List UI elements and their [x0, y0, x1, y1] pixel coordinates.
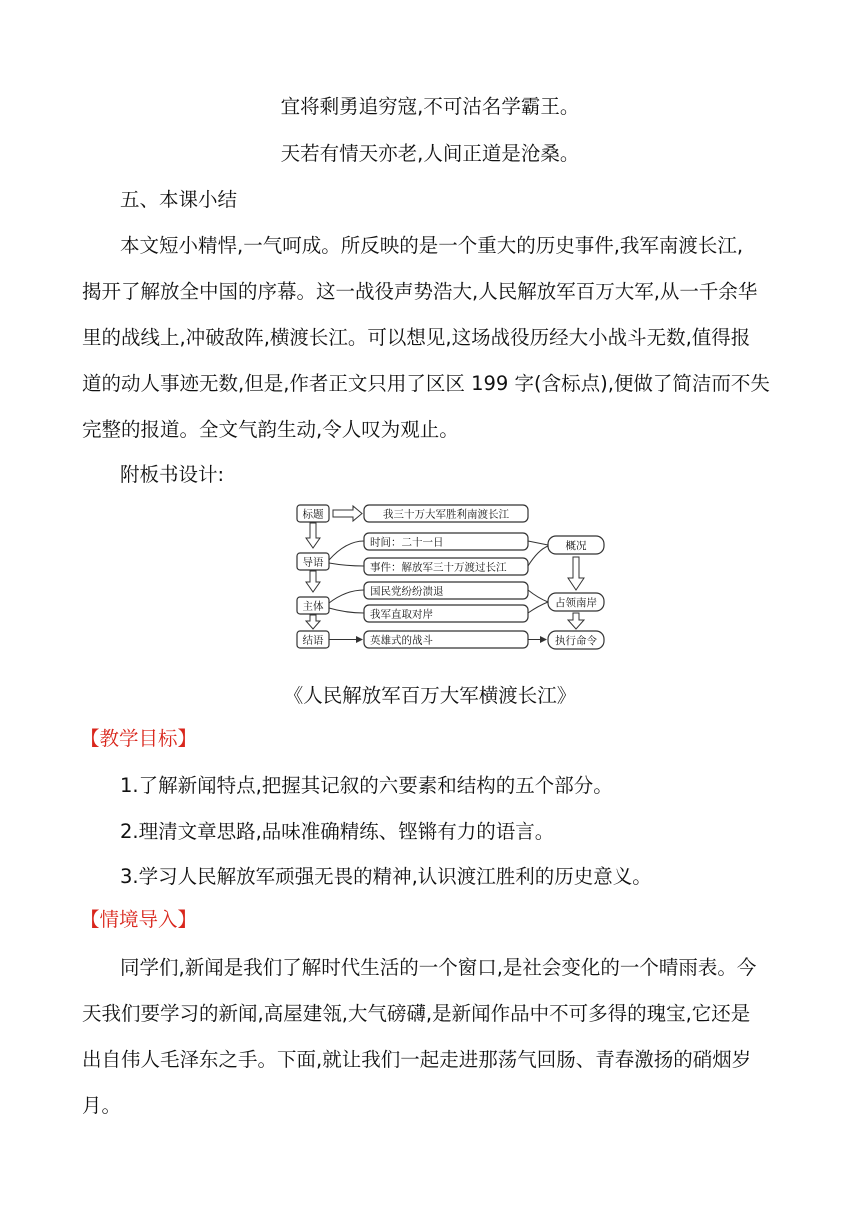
intro-line-3: 出自伟人毛泽东之手。下面,就让我们一起走进那荡气回肠、青春激扬的硝烟岁 — [82, 1048, 752, 1071]
intro-heading: 【情境导入】 — [80, 908, 198, 931]
diagram-node-occupy: 占领南岸 — [555, 597, 597, 609]
objective-item-3: 3.学习人民解放军顽强无畏的精神,认识渡江胜利的历史意义。 — [120, 865, 652, 888]
board-design-label: 附板书设计: — [120, 463, 225, 486]
diagram-node-event: 事件：解放军三十万渡过长江 — [370, 561, 507, 574]
summary-line-3: 里的战线上,冲破敌阵,横渡长江。可以想见,这场战役历经大小战斗无数,值得报 — [82, 326, 751, 349]
diagram-node-body: 主体 — [302, 600, 324, 613]
intro-line-1: 同学们,新闻是我们了解时代生活的一个窗口,是社会变化的一个晴雨表。今 — [120, 956, 757, 979]
summary-line-4: 道的动人事迹无数,但是,作者正文只用了区区 199 字(含标点),便做了简洁而不失 — [82, 372, 770, 395]
diagram-node-headline: 我三十万大军胜利南渡长江 — [383, 508, 509, 521]
objective-item-1: 1.了解新闻特点,把握其记叙的六要素和结构的五个部分。 — [120, 774, 613, 797]
diagram-node-retreat: 国民党纷纷溃退 — [370, 585, 444, 598]
diagram-node-title: 标题 — [302, 508, 324, 521]
diagram-node-execute: 执行命令 — [555, 635, 597, 647]
objective-item-2: 2.理清文章思路,品味准确精练、铿锵有力的语言。 — [120, 820, 555, 843]
diagram-node-lead: 导语 — [302, 556, 324, 569]
poem-line-1: 宜将剩勇追穷寇,不可沽名学霸王。 — [280, 95, 580, 118]
intro-line-2: 天我们要学习的新闻,高屋建瓴,大气磅礴,是新闻作品中不可多得的瑰宝,它还是 — [82, 1002, 751, 1025]
diagram-node-overview: 概况 — [565, 540, 587, 552]
diagram-node-ending: 结语 — [302, 634, 324, 647]
intro-line-4: 月。 — [82, 1094, 122, 1117]
diagram-node-time: 时间：二十一日 — [370, 536, 444, 549]
poem-line-2: 天若有情天亦老,人间正道是沧桑。 — [280, 142, 580, 165]
summary-line-1: 本文短小精悍,一气呵成。所反映的是一个重大的历史事件,我军南渡长江, — [120, 234, 744, 257]
diagram-node-battle: 英雄式的战斗 — [370, 634, 433, 647]
summary-line-2: 揭开了解放全中国的序幕。这一战役声势浩大,人民解放军百万大军,从一千余华 — [82, 280, 758, 303]
summary-heading: 五、本课小结 — [120, 188, 238, 211]
diagram-caption: 《人民解放军百万大军横渡长江》 — [283, 684, 577, 707]
objectives-heading: 【教学目标】 — [80, 727, 198, 750]
board-design-diagram — [296, 498, 608, 656]
diagram-node-advance: 我军直取对岸 — [370, 608, 433, 621]
summary-line-5: 完整的报道。全文气韵生动,令人叹为观止。 — [82, 418, 459, 441]
